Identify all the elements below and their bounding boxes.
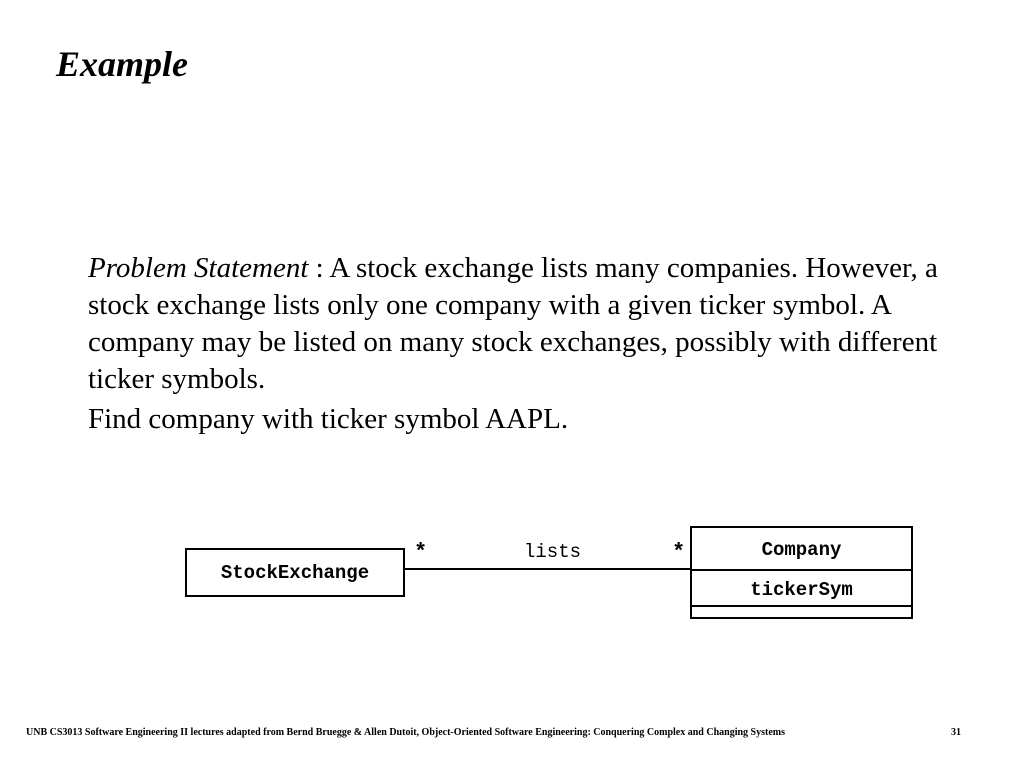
company-attribute: tickerSym bbox=[750, 579, 853, 601]
page-number: 31 bbox=[951, 727, 961, 738]
multiplicity-left: * bbox=[414, 540, 428, 565]
problem-task: Find company with ticker symbol AAPL. bbox=[88, 403, 569, 435]
stock-exchange-class bbox=[185, 548, 405, 597]
association-line bbox=[405, 568, 690, 570]
problem-statement bbox=[88, 250, 968, 438]
multiplicity-right: * bbox=[672, 540, 686, 565]
problem-paragraph bbox=[88, 250, 968, 398]
stock-exchange-class-name: StockExchange bbox=[220, 562, 370, 584]
footer-text: UNB CS3013 Software Engineering II lectures adapted from Bernd Bruegge & Allen Dutoit, Object-Oriented Software Engineering: Conquering Complex and Changing Systems bbox=[26, 727, 785, 738]
company-class-name: Company bbox=[761, 539, 842, 561]
company-class bbox=[690, 526, 913, 619]
company-attribute-underline bbox=[692, 605, 911, 607]
problem-label: Problem Statement bbox=[88, 252, 309, 284]
association-label: lists bbox=[524, 541, 582, 563]
company-class-divider bbox=[692, 569, 911, 571]
slide-title: Example bbox=[56, 44, 188, 84]
problem-text: : A stock exchange lists many companies. However, a stock exchange lists only one company with a given ticker symbol. A company may be listed on many stock exchanges, possibly with different ticker symbols. bbox=[88, 252, 938, 395]
